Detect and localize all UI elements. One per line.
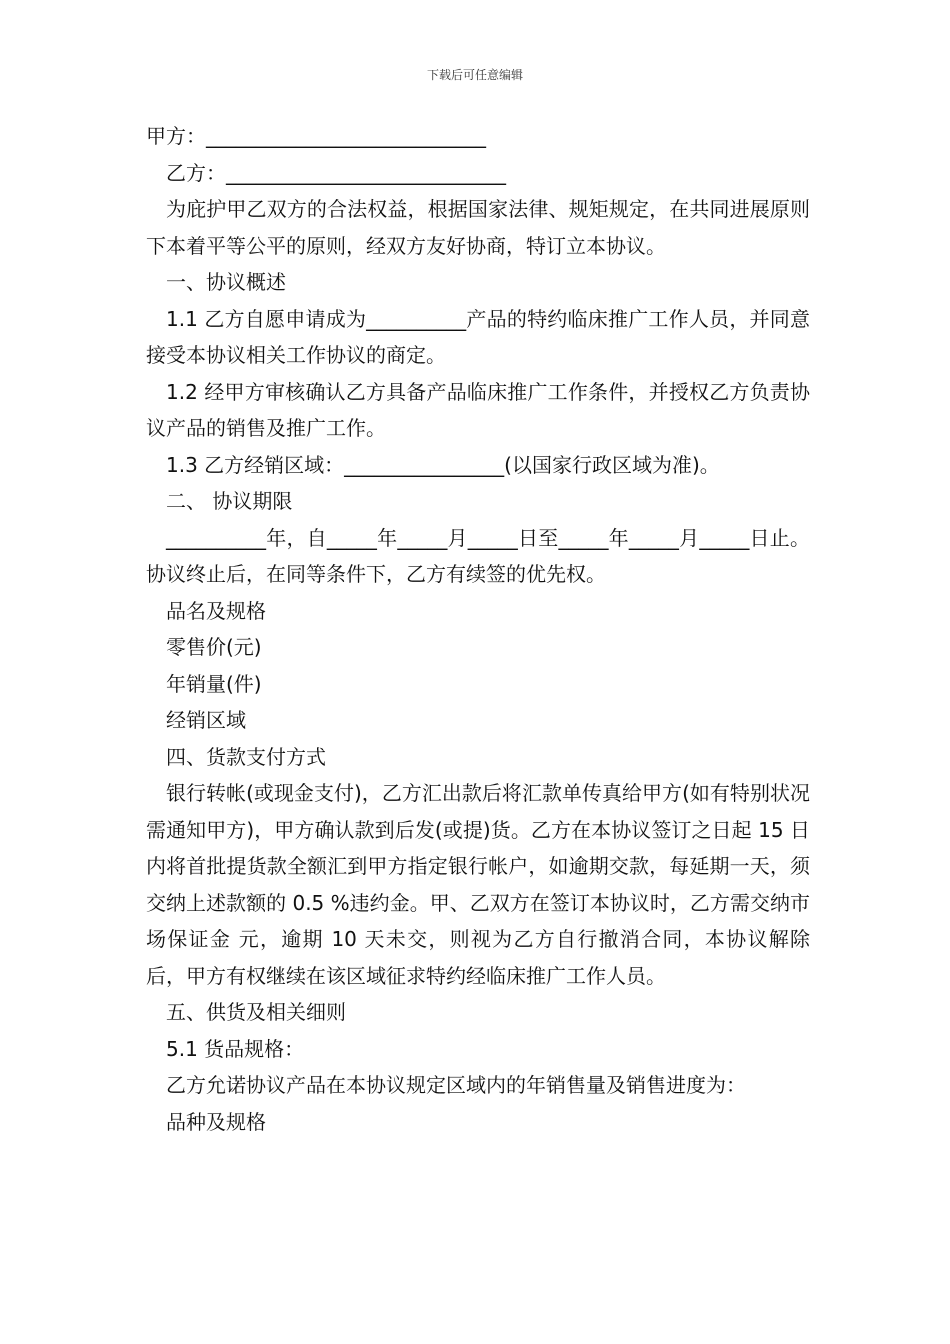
product-field-retail-price: 零售价(元) — [166, 635, 262, 659]
payment-paragraph: 银行转帐(或现金支付)，乙方汇出款后将汇款单传真给甲方(如有特别状况需通知甲方)，甲方确认款到后发(或提)货。乙方在本协议签订之日起 15 日内将首批提货款全额汇到甲方指定银行帐户，如逾期交款，每延期一天，须交纳上述款额的 0.5 %违约金。甲、乙双方在签订本协议时，乙方需交纳市场保证金 元，逾期 10 天未交，则视为乙方自行撤消合同，本协议解除后，甲方有权继续在该区域征求特约经临床推广工作人员。 — [146, 781, 810, 988]
clause-1-2: 1.2 经甲方审核确认乙方具备产品临床推广工作条件，并授权乙方负责协议产品的销售及推广工作。 — [146, 379, 810, 440]
term-paragraph: __________年，自_____年_____月_____日至_____年_____月_____日止。协议终止后，在同等条件下，乙方有续签的优先权。 — [146, 525, 810, 586]
party-b-line: 乙方：____________________________ — [166, 160, 506, 185]
product-field-annual-sales: 年销量(件) — [166, 671, 262, 696]
section-1-heading: 一、协议概述 — [166, 270, 286, 294]
clause-5-1: 5.1 货品规格： — [166, 1036, 305, 1061]
variety-spec-line: 品种及规格 — [166, 1109, 266, 1134]
section-4-heading: 四、货款支付方式 — [166, 744, 326, 769]
section-2-heading: 二、 协议期限 — [166, 489, 293, 513]
product-field-sales-region: 经销区域 — [166, 708, 246, 732]
header-note: 下载后可任意编辑 — [426, 68, 523, 82]
document-body — [146, 118, 810, 1140]
product-field-name-spec: 品名及规格 — [166, 598, 266, 623]
party-a-line: 甲方：____________________________ — [146, 124, 486, 148]
clause-1-1: 1.1 乙方自愿申请成为__________产品的特约临床推广工作人员，并同意接受本协议相关工作协议的商定。 — [146, 306, 810, 367]
clause-1-3: 1.3 乙方经销区域：________________(以国家行政区域为准)。 — [166, 452, 720, 477]
intro-paragraph: 为庇护甲乙双方的合法权益，根据国家法律、规矩规定，在共同进展原则下本着平等公平的原则，经双方友好协商，特订立本协议。 — [146, 197, 810, 258]
section-5-heading: 五、供货及相关细则 — [166, 1000, 346, 1024]
sales-commitment-line: 乙方允诺协议产品在本协议规定区域内的年销售量及销售进度为： — [166, 1073, 746, 1097]
